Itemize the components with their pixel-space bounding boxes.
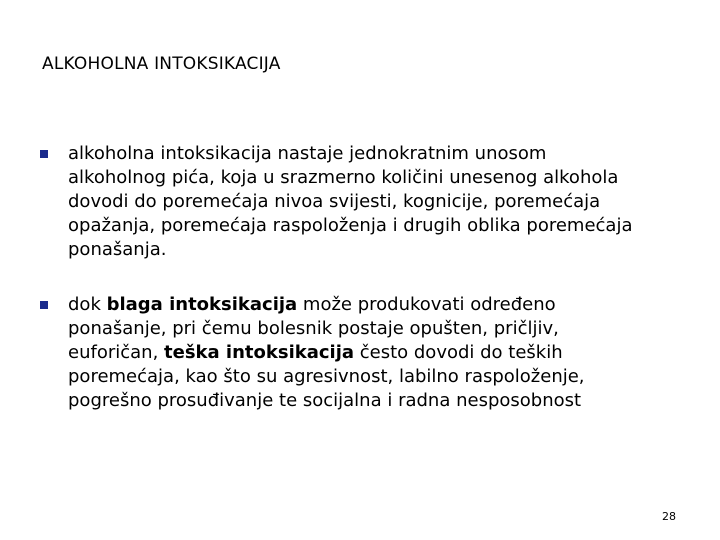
slide-title: ALKOHOLNA INTOKSIKACIJA bbox=[42, 54, 281, 74]
text-line: ponašanje, pri čemu bolesnik postaje opušten, pričljiv, bbox=[68, 318, 559, 339]
bullet-text-2 bbox=[68, 293, 708, 413]
bullet-text-1 bbox=[68, 142, 708, 262]
bold-term-mild-intoxication: blaga intoksikacija bbox=[106, 294, 298, 315]
text-line: dovodi do poremećaja nivoa svijesti, kognicije, poremećaja bbox=[68, 191, 601, 212]
text-line: pogrešno prosuđivanje te socijalna i radna nesposobnost bbox=[68, 390, 582, 411]
text-line: opažanja, poremećaja raspoloženja i drugih oblika poremećaja bbox=[68, 215, 633, 236]
square-bullet-icon bbox=[40, 301, 48, 309]
text-line: alkoholna intoksikacija nastaje jednokratnim unosom bbox=[68, 143, 547, 164]
text-segment: može produkovati određeno bbox=[297, 294, 556, 315]
text-line: alkoholnog pića, koja u srazmerno količini unesenog alkohola bbox=[68, 167, 619, 188]
bold-term-severe-intoxication: teška intoksikacija bbox=[164, 342, 355, 363]
text-segment: često dovodi do teških bbox=[354, 342, 563, 363]
text-line: ponašanja. bbox=[68, 239, 167, 260]
page-number: 28 bbox=[662, 510, 676, 523]
text-line bbox=[68, 293, 708, 317]
text-line: poremećaja, kao što su agresivnost, labilno raspoloženje, bbox=[68, 366, 585, 387]
text-segment: euforičan, bbox=[68, 342, 165, 363]
text-line bbox=[68, 341, 708, 365]
text-segment: dok bbox=[68, 294, 107, 315]
square-bullet-icon bbox=[40, 150, 48, 158]
